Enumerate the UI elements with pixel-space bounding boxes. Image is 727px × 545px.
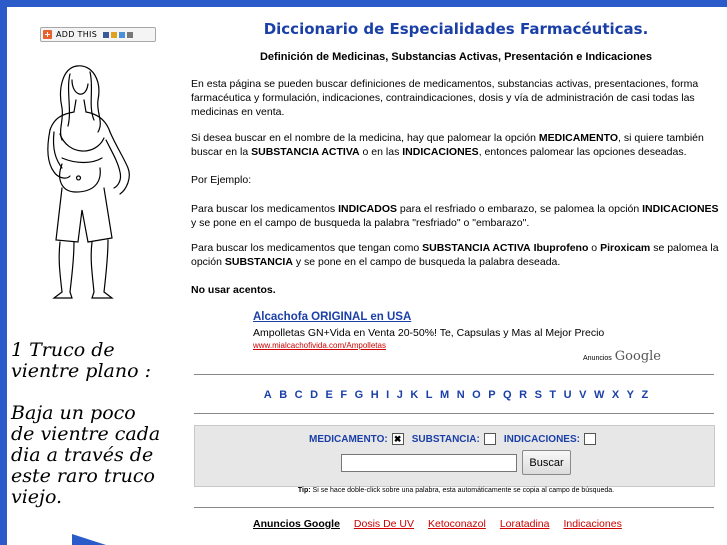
alphabet-letter-q[interactable]: Q <box>503 389 512 401</box>
alphabet-letter-s[interactable]: S <box>534 389 542 401</box>
substancia-checkbox[interactable] <box>484 433 496 445</box>
alphabet-letter-l[interactable]: L <box>425 389 433 401</box>
woman-figure-illustration[interactable] <box>32 60 152 300</box>
text-run: , entonces palomear las opciones deseadas. <box>478 146 687 158</box>
left-ad-headline[interactable] <box>11 340 151 382</box>
medicamento-checkbox[interactable]: ✖ <box>392 433 404 445</box>
ads-by-google-badge[interactable] <box>583 349 661 364</box>
alphabet-letter-p[interactable]: P <box>488 389 496 401</box>
alphabet-letter-r[interactable]: R <box>519 389 528 401</box>
text-run: se palomea la opción <box>191 242 719 268</box>
text-run: , si quiere también buscar en la <box>191 132 704 158</box>
bottom-ad-link[interactable]: Indicaciones <box>563 518 622 530</box>
text-run: para el resfriado o embarazo, se palomea la opción <box>397 203 643 215</box>
tip-text <box>191 487 721 494</box>
text-run: y se pone en el campo de busqueda la palabra deseada. <box>292 256 561 268</box>
google-logo: Google <box>614 349 661 364</box>
arrow-icon[interactable] <box>72 534 112 545</box>
bold-run: SUBSTANCIA <box>224 256 293 268</box>
bold-run: INDICACIONES <box>642 203 719 215</box>
text-run: Para buscar los medicamentos que tengan como <box>191 242 423 254</box>
text-run: y se pone en el campo de busqueda la palabra "resfriado" o "embarazo". <box>191 217 530 229</box>
bottom-ad-link[interactable]: Dosis De UV <box>353 518 415 530</box>
left-ad-body-line: dia a través de <box>11 444 154 466</box>
alphabet-letter-w[interactable]: W <box>593 389 605 401</box>
alphabet-letter-m[interactable]: M <box>440 389 450 401</box>
google-ad-block <box>253 311 661 364</box>
left-ad-body-line: viejo. <box>11 486 63 508</box>
addthis-plus-icon: + <box>44 30 51 39</box>
left-ad-body-line: de vientre cada <box>11 423 161 445</box>
google-ad-url-link[interactable]: www.mialcachofivida.com/Ampolletas <box>253 341 386 350</box>
indicaciones-checkbox[interactable] <box>584 433 596 445</box>
divider <box>194 374 714 375</box>
bold-run: SUBSTANCIA ACTIVA <box>251 146 360 158</box>
bold-run: Piroxicam <box>600 242 651 254</box>
alphabet-letter-z[interactable]: Z <box>641 389 649 401</box>
tip-body: Si se hace doble-click sobre una palabra, esta automáticamente se copia al campo de búsqueda. <box>310 487 615 494</box>
addthis-label: ADD THIS <box>56 30 98 39</box>
text-run: Si desea buscar en el nombre de la medicina, hay que palomear la opción <box>191 132 539 144</box>
alphabet-letter-k[interactable]: K <box>410 389 419 401</box>
alphabet-letter-y[interactable]: Y <box>626 389 635 401</box>
example-indications-paragraph <box>191 202 719 230</box>
search-panel <box>194 425 715 487</box>
alphabet-letter-f[interactable]: F <box>340 389 348 401</box>
bold-run: MEDICAMENTO <box>538 132 619 144</box>
page-title: Diccionario de Especialidades Farmacéuticas. <box>263 20 649 38</box>
text-run: Para buscar los medicamentos <box>191 203 339 215</box>
left-ad-headline-line: vientre plano : <box>11 360 151 382</box>
text-run: o <box>588 242 601 254</box>
bold-run: INDICADOS <box>338 203 397 215</box>
bold-run: INDICACIONES <box>402 146 479 158</box>
divider <box>194 413 714 414</box>
left-ad-body-line: este raro truco <box>11 465 155 487</box>
search-button[interactable]: Buscar <box>522 450 571 475</box>
example-heading: Por Ejemplo: <box>191 174 252 186</box>
alphabet-letter-a[interactable]: A <box>263 389 272 401</box>
left-ad-body[interactable] <box>11 403 160 508</box>
alphabet-letter-u[interactable]: U <box>563 389 572 401</box>
bold-run: SUBSTANCIA ACTIVA <box>422 242 531 254</box>
alphabet-letter-b[interactable]: B <box>279 389 288 401</box>
frame-top-bar <box>0 0 727 7</box>
alphabet-letter-i[interactable]: I <box>386 389 390 401</box>
instructions-paragraph <box>191 131 719 159</box>
alphabet-letter-v[interactable]: V <box>579 389 587 401</box>
frame-left-bar <box>0 0 7 545</box>
bold-run: Ibuprofeno <box>533 242 589 254</box>
addthis-button[interactable] <box>40 27 156 42</box>
alphabet-letter-t[interactable]: T <box>549 389 557 401</box>
left-ad-column <box>7 7 187 545</box>
google-ad-description: Ampolletas GN+Vida en Venta 20-50%! Te, Capsulas y Mas al Mejor Precio <box>253 327 605 339</box>
alphabet-letter-j[interactable]: J <box>396 389 403 401</box>
alphabet-letter-x[interactable]: X <box>611 389 620 401</box>
no-accents-note: No usar acentos. <box>191 284 276 296</box>
addthis-services-icons <box>103 32 133 38</box>
ads-by-google-label: Anuncios <box>582 355 612 362</box>
page-subtitle: Definición de Medicinas, Substancias Activas, Presentación e Indicaciones <box>259 51 653 63</box>
bottom-ad-link[interactable]: Ketoconazol <box>428 518 486 530</box>
example-substance-paragraph <box>191 241 719 269</box>
intro-paragraph: En esta página se pueden buscar definiciones de medicamentos, substancias activas, presentaciones, forma farmacéutica y formulación, indicaciones, contraindicaciones, dosis y vía de administración de casi todas las medicinas en venta. <box>191 78 699 118</box>
substancia-label: SUBSTANCIA: <box>411 433 480 445</box>
medicamento-label: MEDICAMENTO: <box>309 433 388 445</box>
search-options <box>195 433 714 445</box>
alphabet-letter-n[interactable]: N <box>456 389 465 401</box>
alphabet-letter-e[interactable]: E <box>325 389 333 401</box>
ads-google-label[interactable]: Anuncios Google <box>253 518 340 530</box>
divider <box>194 507 714 508</box>
bottom-ad-links <box>253 518 622 530</box>
alphabet-letter-o[interactable]: O <box>472 389 481 401</box>
alphabet-letter-c[interactable]: C <box>294 389 303 401</box>
indicaciones-label: INDICACIONES: <box>503 433 580 445</box>
alphabet-letter-d[interactable]: D <box>310 389 319 401</box>
search-input[interactable] <box>341 454 517 472</box>
left-ad-headline-line: 1 Truco de <box>11 339 115 361</box>
tip-label: Tip: <box>297 487 311 494</box>
text-run: o en las <box>359 146 403 158</box>
bottom-ad-link[interactable]: Loratadina <box>499 518 550 530</box>
left-ad-body-line: Baja un poco <box>11 402 136 424</box>
google-ad-title-link[interactable]: Alcachofa ORIGINAL en USA <box>253 311 412 323</box>
alphabet-letter-h[interactable]: H <box>370 389 379 401</box>
alphabet-index <box>191 389 721 401</box>
alphabet-letter-g[interactable]: G <box>354 389 364 401</box>
